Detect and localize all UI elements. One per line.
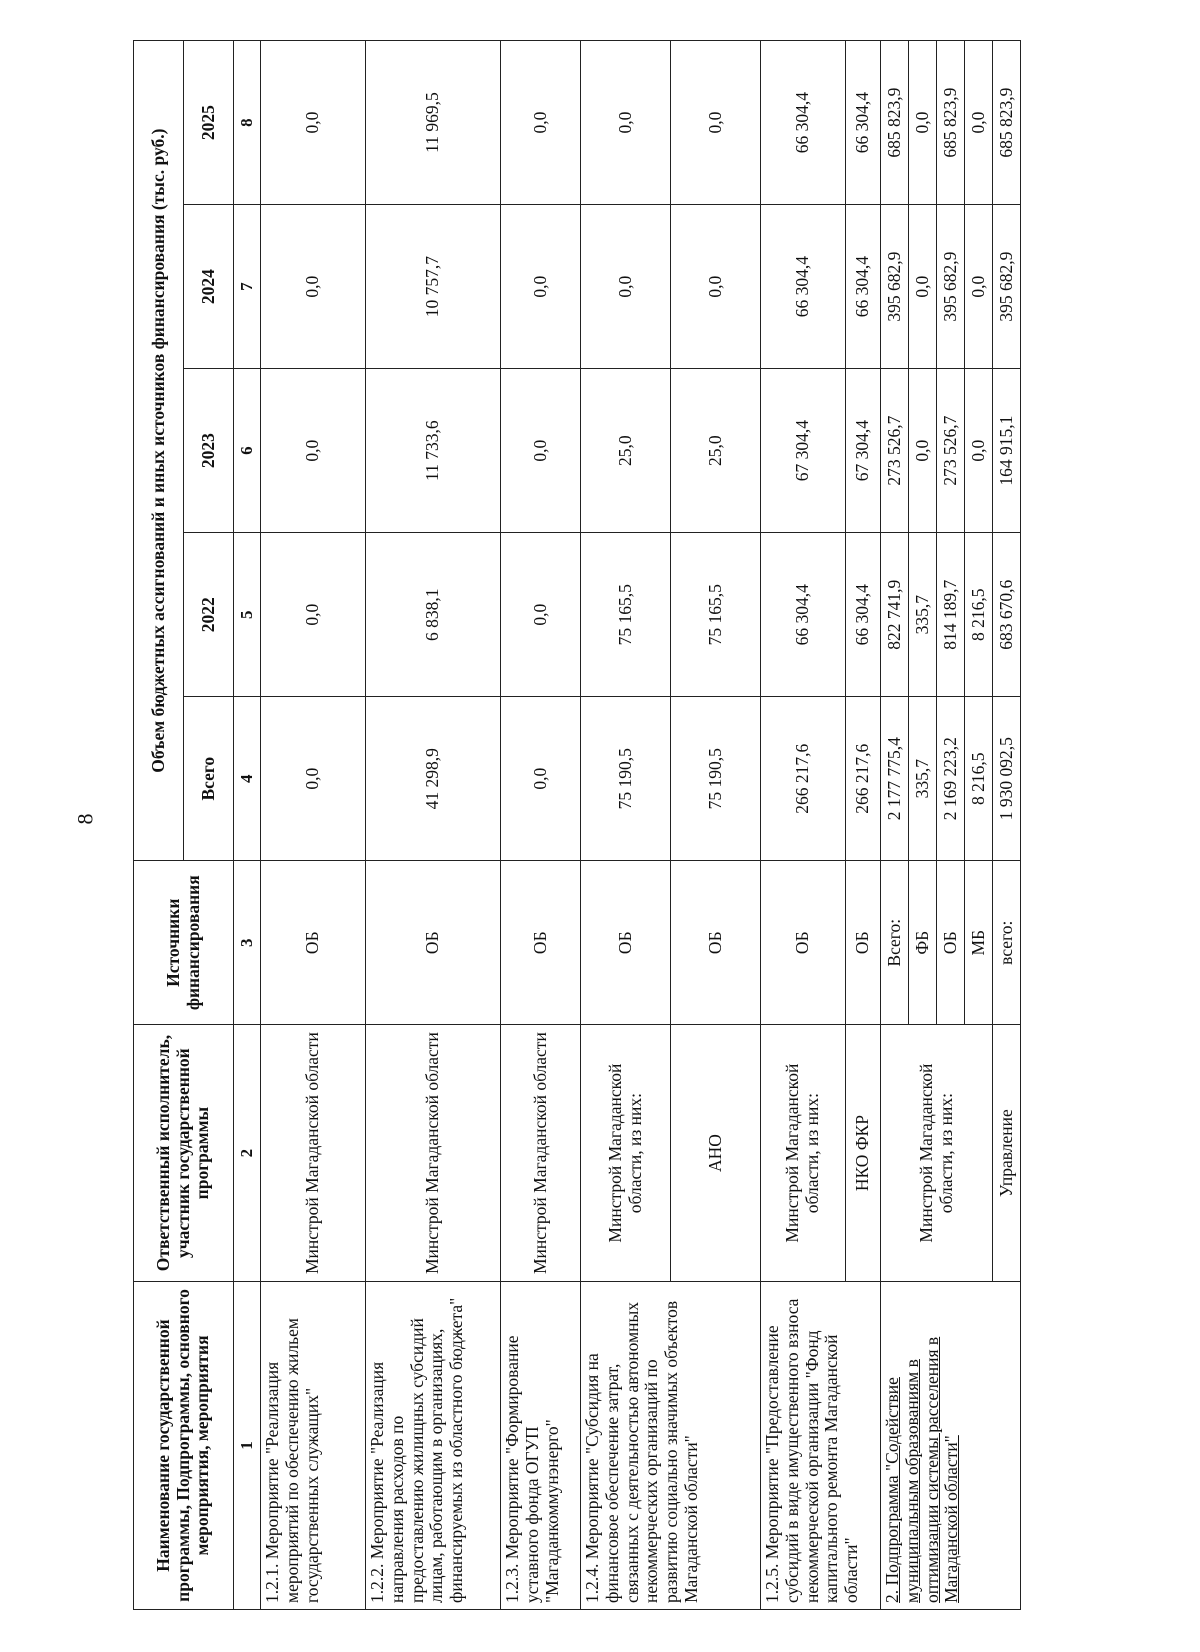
row-executor: Минстрой Магаданской области [501, 1025, 581, 1282]
cell-2025: 0,0 [909, 41, 937, 205]
cell-total: 266 217,6 [846, 697, 881, 861]
row-source: ОБ [581, 861, 671, 1025]
rotated-table-container [133, 40, 1133, 1610]
cell-2025: 66 304,4 [761, 41, 846, 205]
cell-2025: 66 304,4 [846, 41, 881, 205]
cell-2022: 75 165,5 [671, 533, 761, 697]
row-executor: Управление [993, 1025, 1021, 1282]
cell-2023: 11 733,6 [366, 369, 501, 533]
cell-2023: 0,0 [909, 369, 937, 533]
row-executor: Минстрой Магаданской области, из них: [761, 1025, 846, 1282]
table-row [881, 41, 909, 1610]
cell-2023: 273 526,7 [881, 369, 909, 533]
cell-2024: 66 304,4 [846, 205, 881, 369]
col-number: 7 [234, 205, 261, 369]
cell-2023: 273 526,7 [937, 369, 965, 533]
header-2025: 2025 [184, 41, 234, 205]
row-source: ОБ [671, 861, 761, 1025]
cell-2023: 0,0 [261, 369, 366, 533]
cell-total: 0,0 [501, 697, 581, 861]
row-source: ФБ [909, 861, 937, 1025]
row-source: всего: [993, 861, 1021, 1025]
cell-2024: 0,0 [501, 205, 581, 369]
table-row [366, 41, 501, 1610]
row-executor: АНО [671, 1025, 761, 1282]
cell-2024: 395 682,9 [993, 205, 1021, 369]
header-name: Наименование государственной программы, Подпрограммы, основного мероприятия, мероприятия [134, 1281, 234, 1609]
row-source: ОБ [761, 861, 846, 1025]
row-executor: Минстрой Магаданской области [366, 1025, 501, 1282]
col-number: 4 [234, 697, 261, 861]
row-executor: НКО ФКР [846, 1025, 881, 1282]
cell-2024: 0,0 [909, 205, 937, 369]
cell-2025: 685 823,9 [993, 41, 1021, 205]
cell-2023: 0,0 [501, 369, 581, 533]
cell-2024: 395 682,9 [937, 205, 965, 369]
cell-total: 41 298,9 [366, 697, 501, 861]
cell-2025: 0,0 [671, 41, 761, 205]
cell-2022: 66 304,4 [761, 533, 846, 697]
cell-2024: 0,0 [581, 205, 671, 369]
row-source: МБ [965, 861, 993, 1025]
row-source: ОБ [846, 861, 881, 1025]
cell-2024: 0,0 [671, 205, 761, 369]
page-number: 8 [72, 813, 98, 825]
cell-2024: 10 757,7 [366, 205, 501, 369]
table-row [261, 41, 366, 1610]
cell-2025: 11 969,5 [366, 41, 501, 205]
row-name: 1.2.2. Мероприятие "Реализация направления расходов по предоставлению жилищных субсидий лицам, работающим в организациях, финансируемых из областного бюджета" [366, 1281, 501, 1609]
cell-2024: 0,0 [965, 205, 993, 369]
header-total: Всего [184, 697, 234, 861]
cell-2024: 0,0 [261, 205, 366, 369]
cell-2023: 67 304,4 [846, 369, 881, 533]
cell-2025: 0,0 [501, 41, 581, 205]
cell-2023: 25,0 [581, 369, 671, 533]
cell-total: 8 216,5 [965, 697, 993, 861]
cell-total: 266 217,6 [761, 697, 846, 861]
cell-total: 2 177 775,4 [881, 697, 909, 861]
row-source: ОБ [261, 861, 366, 1025]
cell-2022: 6 838,1 [366, 533, 501, 697]
row-source: ОБ [501, 861, 581, 1025]
row-executor: Минстрой Магаданской области, из них: [881, 1025, 993, 1282]
cell-total: 2 169 223,2 [937, 697, 965, 861]
cell-2024: 395 682,9 [881, 205, 909, 369]
row-name: 1.2.1. Мероприятие "Реализация мероприятий по обеспечению жильем государственных служащих" [261, 1281, 366, 1609]
row-executor: Минстрой Магаданской области [261, 1025, 366, 1282]
cell-2022: 0,0 [261, 533, 366, 697]
cell-2022: 66 304,4 [846, 533, 881, 697]
cell-2023: 25,0 [671, 369, 761, 533]
cell-2022: 0,0 [501, 533, 581, 697]
cell-2025: 685 823,9 [881, 41, 909, 205]
cell-2025: 0,0 [261, 41, 366, 205]
col-number: 6 [234, 369, 261, 533]
cell-2025: 685 823,9 [937, 41, 965, 205]
cell-total: 1 930 092,5 [993, 697, 1021, 861]
cell-2024: 66 304,4 [761, 205, 846, 369]
header-sources: Источники финансирования [134, 861, 234, 1025]
row-executor: Минстрой Магаданской области, из них: [581, 1025, 671, 1282]
header-executor: Ответственный исполнитель, участник государственной программы [134, 1025, 234, 1282]
row-source: ОБ [366, 861, 501, 1025]
table-row [761, 41, 846, 1610]
cell-2025: 0,0 [965, 41, 993, 205]
header-2023: 2023 [184, 369, 234, 533]
cell-2023: 164 915,1 [993, 369, 1021, 533]
financing-table [133, 40, 1021, 1610]
header-funding: Объем бюджетных ассигнований и иных источников финансирования (тыс. руб.) [134, 41, 184, 861]
col-number: 2 [234, 1025, 261, 1282]
col-number: 3 [234, 861, 261, 1025]
cell-total: 0,0 [261, 697, 366, 861]
row-source: Всего: [881, 861, 909, 1025]
col-number: 8 [234, 41, 261, 205]
subprogram-name: 2. Подпрограмма "Содействие муниципальным образованиям в оптимизации системы расселения в Магаданской области" [881, 1281, 1021, 1609]
row-name: 1.2.5. Мероприятие "Предоставление субсидий в виде имущественного взноса некоммерческой организации "Фонд капитального ремонта Магаданской области" [761, 1281, 881, 1609]
cell-2022: 814 189,7 [937, 533, 965, 697]
cell-2023: 67 304,4 [761, 369, 846, 533]
cell-2022: 8 216,5 [965, 533, 993, 697]
col-number: 5 [234, 533, 261, 697]
cell-2025: 0,0 [581, 41, 671, 205]
header-2022: 2022 [184, 533, 234, 697]
cell-2022: 683 670,6 [993, 533, 1021, 697]
cell-2022: 335,7 [909, 533, 937, 697]
row-name: 1.2.4. Мероприятие "Субсидия на финансовое обеспечение затрат, связанных с деятельностью автономных некоммерческих организаций по развитию социально значимых объектов Магаданской области" [581, 1281, 761, 1609]
cell-total: 335,7 [909, 697, 937, 861]
cell-2022: 75 165,5 [581, 533, 671, 697]
row-name: 1.2.3. Мероприятие "Формирование уставного фонда ОГУП "Магаданкоммунэнерго" [501, 1281, 581, 1609]
header-2024: 2024 [184, 205, 234, 369]
col-number: 1 [234, 1281, 261, 1609]
cell-2022: 822 741,9 [881, 533, 909, 697]
table-row [501, 41, 581, 1610]
row-source: ОБ [937, 861, 965, 1025]
cell-2023: 0,0 [965, 369, 993, 533]
cell-total: 75 190,5 [581, 697, 671, 861]
cell-total: 75 190,5 [671, 697, 761, 861]
table-row [581, 41, 671, 1610]
